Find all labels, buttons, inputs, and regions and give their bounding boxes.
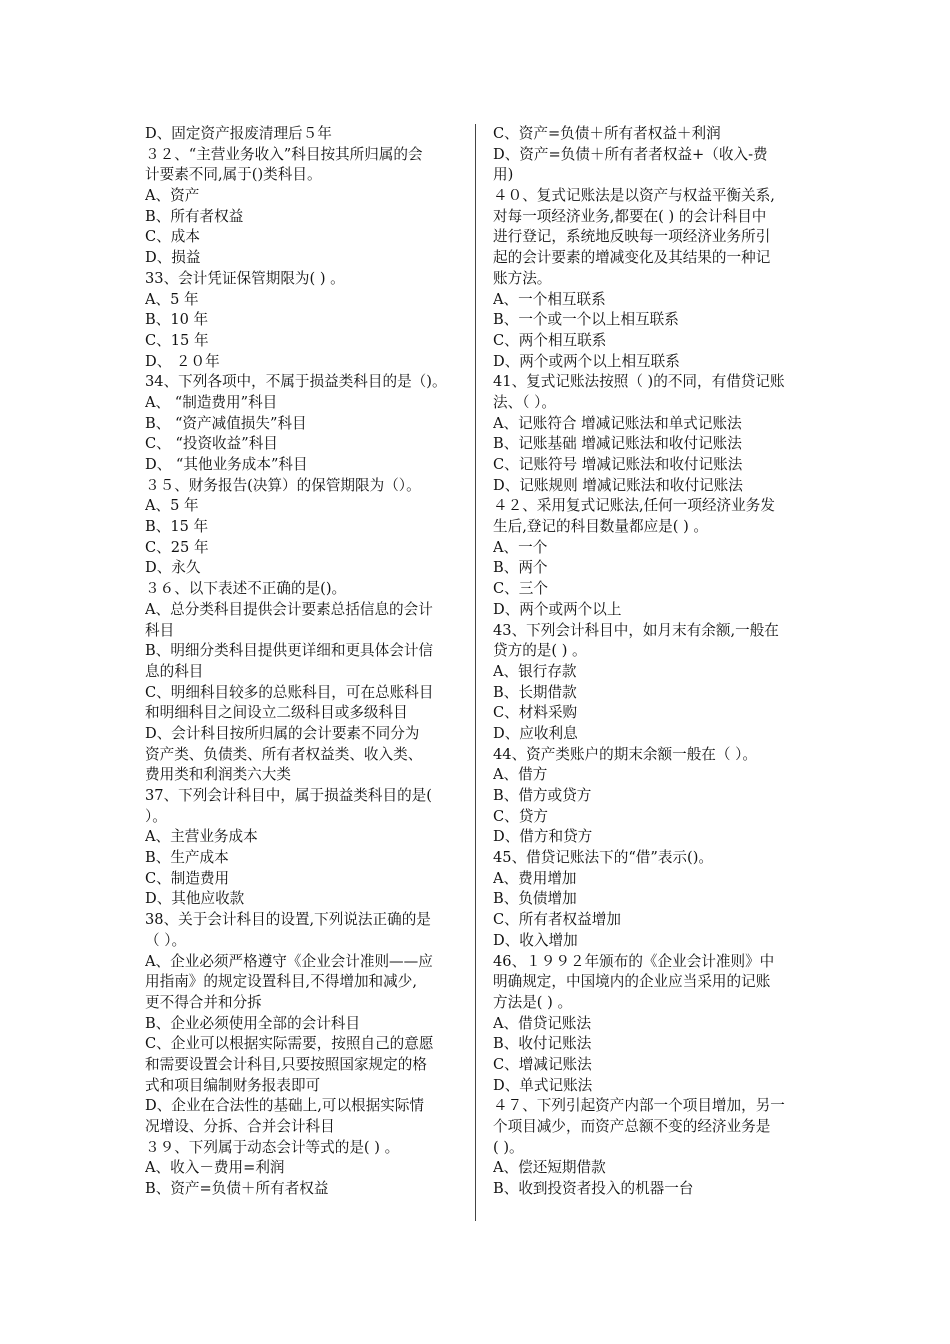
text-line: B、长期借款 [493, 683, 577, 701]
text-line: 用) [493, 166, 514, 184]
text-line: B、收到投资者投入的机器一台 [493, 1180, 694, 1198]
text-line: 44、资产类账户的期末余额一般在（ ）。 [493, 745, 758, 763]
text-line: 个项目减少，而资产总额不变的经济业务是 [493, 1118, 771, 1135]
text-line: D、应收利息 [493, 724, 578, 742]
text-line: 况增设、分拆、合并会计科目 [145, 1118, 335, 1135]
text-line: A、总分类科目提供会计要素总括信息的会计 [145, 600, 433, 618]
text-line: 45、借贷记账法下的“借”表示()。 [493, 849, 714, 867]
text-line: D、收入增加 [493, 931, 578, 949]
text-line: 对每一项经济业务,都要在( ) 的会计科目中 [493, 207, 767, 225]
text-line: D、损益 [145, 249, 201, 267]
text-line: B、资产=负债＋所有者权益 [145, 1180, 329, 1198]
text-line: C、15 年 [145, 331, 209, 349]
text-line: 用指南》的规定设置科目,不得增加和减少, [145, 973, 417, 991]
text-line: 34、下列各项中，不属于损益类科目的是（)。 [145, 373, 447, 391]
text-line: C、资产=负债＋所有者权益＋利润 [493, 125, 721, 142]
text-line: C、企业可以根据实际需要，按照自己的意愿 [145, 1035, 434, 1053]
text-line: 更不得合并和分拆 [145, 993, 262, 1011]
text-line: （ ）。 [145, 931, 187, 949]
text-line: A、费用增加 [493, 869, 577, 887]
text-line: A、主营业务成本 [145, 828, 258, 846]
text-line: B、借方或贷方 [493, 787, 592, 804]
text-line: C、两个相互联系 [493, 331, 607, 349]
text-line: D、企业在合法性的基础上,可以根据实际情 [145, 1097, 425, 1115]
text-line: ３２、“主营业务收入”科目按其所归属的会 [145, 145, 423, 163]
text-line: D、记账规则 增减记账法和收付记账法 [493, 476, 743, 494]
text-line: 明确规定，中国境内的企业应当采用的记账 [493, 973, 771, 991]
text-line: B、生产成本 [145, 849, 229, 867]
text-line: 法、（ ）。 [493, 393, 557, 411]
text-line: 41、复式记账法按照（ )的不同，有借贷记账 [493, 373, 785, 391]
text-line: B、所有者权益 [145, 207, 244, 225]
text-line: 46、１９９２年颁布的《企业会计准则》中 [493, 952, 775, 970]
text-line: D、两个或两个以上 [493, 600, 622, 618]
text-line: B、负债增加 [493, 890, 577, 908]
left-column [145, 124, 463, 1200]
right-column [493, 124, 811, 1200]
text-line: 43、下列会计科目中，如月末有余额,一般在 [493, 621, 779, 639]
text-line: A、5 年 [145, 290, 199, 308]
text-line: D、单式记账法 [493, 1076, 593, 1094]
text-line: A、资产 [145, 187, 200, 205]
text-line: 起的会计要素的增减变化及其结果的一种记 [493, 249, 771, 267]
text-line: C、明细科目较多的总账科目，可在总账科目 [145, 683, 434, 701]
text-line: 和明细科目之间设立二级科目或多级科目 [145, 704, 408, 722]
text-line: C、增减记账法 [493, 1055, 592, 1073]
text-line: ３６、以下表述不正确的是()。 [145, 580, 347, 598]
text-line: B、企业必须使用全部的会计科目 [145, 1014, 361, 1032]
text-line: A、借贷记账法 [493, 1014, 592, 1032]
text-line: ４２、采用复式记账法,任何一项经济业务发 [493, 497, 775, 515]
text-line: C、贷方 [493, 807, 548, 825]
text-line: 37、下列会计科目中，属于损益类科目的是( [145, 787, 432, 804]
text-line: D、 ２０年 [145, 352, 220, 370]
text-line: B、两个 [493, 559, 548, 577]
text-line: D、资产=负债＋所有者者权益+（收入-费 [493, 145, 768, 163]
text-line: 生后,登记的科目数量都应是( ) 。 [493, 518, 709, 536]
text-line: A、 “制造费用”科目 [145, 393, 278, 411]
text-line: A、一个相互联系 [493, 290, 606, 308]
text-line: D、其他应收款 [145, 890, 245, 908]
text-line: A、银行存款 [493, 662, 577, 680]
text-line: A、偿还短期借款 [493, 1159, 606, 1177]
text-line: D、两个或两个以上相互联系 [493, 352, 680, 370]
text-line: A、借方 [493, 766, 548, 784]
text-line: 账方法。 [493, 269, 552, 287]
text-line: D、 “其他业务成本”科目 [145, 456, 308, 473]
text-line: C、25 年 [145, 538, 209, 556]
text-line: A、收入－费用=利润 [145, 1159, 285, 1177]
text-line: B、10 年 [145, 311, 209, 329]
text-line: 计要素不同,属于()类科目。 [145, 166, 322, 184]
text-line: D、借方和贷方 [493, 828, 593, 846]
text-line: D、会计科目按所归属的会计要素不同分为 [145, 724, 420, 742]
text-line: ３９、下列属于动态会计等式的是( ) 。 [145, 1138, 400, 1156]
text-line: 息的科目 [145, 662, 204, 680]
text-line: ３５、财务报告(决算）的保管期限为（）。 [145, 476, 421, 494]
text-line: B、记账基础 增减记账法和收付记账法 [493, 435, 742, 453]
text-line: C、成本 [145, 228, 200, 246]
text-line: A、企业必须严格遵守《企业会计准则——应 [145, 952, 433, 970]
text-line: 贷方的是( ) 。 [493, 642, 587, 660]
text-line: 33、会计凭证保管期限为( ) 。 [145, 269, 345, 287]
text-line: 进行登记，系统地反映每一项经济业务所引 [493, 228, 771, 246]
text-line: ４７、下列引起资产内部一个项目增加，另一 [493, 1097, 785, 1115]
text-line: B、收付记账法 [493, 1035, 592, 1053]
text-line: ( )。 [493, 1138, 524, 1156]
text-line: ）。 [145, 807, 167, 825]
text-line: D、固定资产报废清理后５年 [145, 125, 332, 142]
text-line: 和需要设置会计科目,只要按照国家规定的格 [145, 1055, 427, 1073]
text-line: 费用类和利润类六大类 [145, 766, 291, 784]
text-line: C、 “投资收益”科目 [145, 435, 278, 453]
text-line: C、制造费用 [145, 869, 230, 887]
text-line: B、明细分类科目提供更详细和更具体会计信 [145, 642, 434, 660]
text-line: A、记账符合 增减记账法和单式记账法 [493, 414, 742, 432]
text-line: 38、关于会计科目的设置,下列说法正确的是 [145, 911, 431, 929]
text-line: ４０、复式记账法是以资产与权益平衡关系, [493, 187, 775, 205]
text-line: A、5 年 [145, 497, 199, 515]
text-line: C、材料采购 [493, 704, 578, 722]
text-line: C、三个 [493, 580, 548, 598]
text-line: B、 “资产减值损失”科目 [145, 414, 307, 432]
text-line: B、15 年 [145, 518, 209, 536]
text-line: D、永久 [145, 559, 201, 577]
text-line: B、一个或一个以上相互联系 [493, 311, 679, 329]
text-line: 方法是( ) 。 [493, 993, 573, 1011]
column-divider [475, 124, 476, 1221]
text-line: A、一个 [493, 538, 548, 556]
text-line: 式和项目编制财务报表即可 [145, 1076, 321, 1094]
text-line: C、所有者权益增加 [493, 911, 621, 929]
text-line: C、记账符号 增减记账法和收付记账法 [493, 456, 743, 473]
text-line: 资产类、负债类、所有者权益类、收入类、 [145, 745, 423, 763]
text-line: 科目 [145, 621, 175, 639]
